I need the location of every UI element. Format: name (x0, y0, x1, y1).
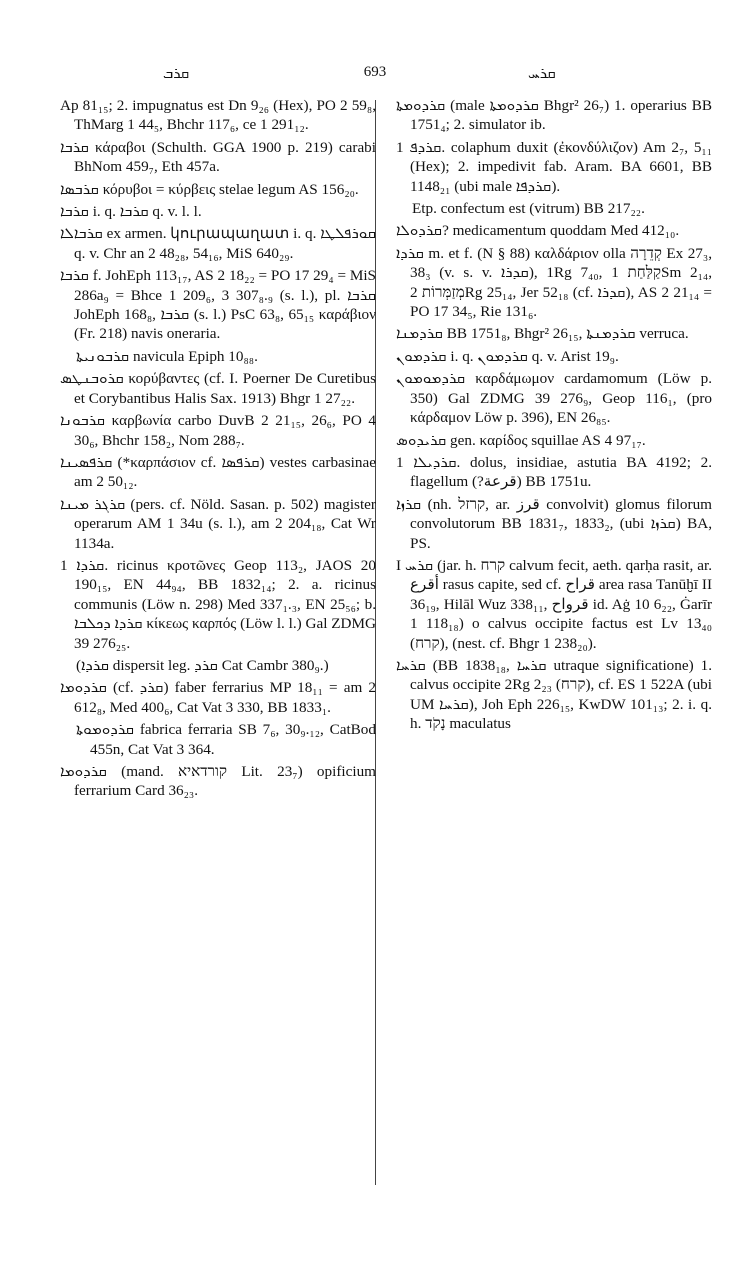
page-number: 693 (363, 64, 387, 80)
entry: ܩܪܕܡܘܡܘܢ καρδάμωμον cardamomum (Löw p. 350) Gal ZDMG 39 276₉, Geop 116₁, (pro κάρδαμον Löw p. 396), EN 26₈₅. (396, 370, 712, 427)
entry: ܩܪܕܘܡܐ (mand. קורדאיא Lit. 23₇) opificium ferrarium Card 36₂₃. (60, 763, 376, 800)
entry: ܩܪܒܣܐ κόρυβοι = κύρβεις stelae legum AS 156₂₀. (60, 180, 359, 198)
entry: ܩܪܕܘܡܐ (cf. ܩܪܕ) faber ferrarius MP 18₁₁ = am 2 612₈, Med 400₆, Cat Vat 3 330, BB 1833₁. (60, 679, 377, 716)
entry: ܩܪܒܐ κάραβοι (Schulth. GGA 1900 p. 219) carabi BhNom 459₇, Eth 457a. (60, 138, 376, 176)
running-header (0, 64, 750, 86)
entry: ܩܪܕܦ 1. colaphum duxit (ἐκονδύλιζον) Am 2₇, 5₁₁ (Hex); 2. impedivit fab. Aram. BA 6601, BB 1148₂₁ (ubi male ܩܪܕܦܐ). (396, 138, 713, 195)
entry: ܩܪܕܘܡܘܬܐ fabrica ferraria SB 7₆, 30₉.₁₂, CatBod 455n, Cat Vat 3 364. (76, 721, 376, 758)
entry: ܩܪܒܐ i. q. ܩܪܒܐ q. v. l. l. (60, 203, 202, 221)
entry: ܩܪܕܝܠܐ 1. dolus, insidiae, astutia BA 4192; 2. flagellum (?قرعة) BB 1751u. (396, 453, 712, 491)
entry: ܩܪܒܘܢܝܬܐ navicula Epiph 10₈₈. (76, 347, 258, 365)
entry: ܩܪܕܘܠܐ? medicamentum quoddam Med 412₁₀. (396, 222, 680, 240)
entry: Etp. confectum est (vitrum) BB 217₂₂. (412, 200, 645, 218)
entry: ܩܪܦܣܝܢܐ (*καρπάσιον cf. ܩܪܦܣܐ) vestes carbasinae am 2 50₁₂. (60, 453, 376, 491)
left-headword: ܩܪܒ (163, 64, 190, 82)
entry: ܩܪܒܘܢܐ καρβωνία carbo DuvB 2 21₁₅, 26₆, PO 4 30₆, Bhchr 158₂, Nom 288₇. (60, 412, 376, 449)
entry: ܩܪܕܐ m. et f. (N § 88) καλδάριον olla קְדֵרָה Ex 27₃, 38₃ (v. s. v. ܩܕܪܐ), 1Rg 7₄₀, קַלַּחַת 1Sm 2₁₄, מְזַמְּרוֹת 2Rg 25₁₄, Jer 52₁₈ (cf. ܩܕܪܐ), AS 2 21₁₄ = PO 17 34₅, Rie 131₆. (396, 244, 712, 321)
entry: ܩܪܕܡܘܢ i. q. ܩܪܕܡܘܢ q. v. Arist 19₉. (396, 347, 619, 365)
right-headword: ܩܪܚ (528, 64, 556, 82)
entry: I ܩܪܚ (jar. h. קרח calvum fecit, aeth. qarḥa rasit, ar. أقرع rasus capite, sed cf. قراح area rasa Tanūḫī II 36₁₉, Hilāl Wuz 338₁₁, قرواح id. Aġ 10 6₂₂, Ġarīr 1 118₁₈) o calvus occipite factus est Lv 13₄₀ (קרח), (nest. cf. Bhgr 1 238₂₀). (396, 556, 712, 652)
entry: ܩܪܕܐ 1. ricinus κροτῶνες Geop 113₂, JAOS 20 190₁₅, EN 44₉₄, BB 1832₁₄; 2. a. ricinus communis (Löw n. 298) Med 337₁.₃, EN 25₅₆; b. ܩܪܕܐ ܕܟܠܒܐ κίκεως καρπός (Löw l. l.) Gal ZDMG 39 276₂₅. (60, 556, 376, 652)
entry: ܩܪܚܐ (BB 1838₁₈, ܩܪܚܐ utraque significatione) 1. calvus occipite 2Rg 2₂₃ (קרח), cf. ES 1 522A (ubi UM ܩܪܚܐ), Joh Eph 226₁₅, KwDW 101₁₃; 2. i. q. h. נָקֹד maculatus (396, 656, 712, 733)
entry: ܩܪܙܐ (nh. קרזל, ar. قرز convolvit) glomus filorum convolutorum BB 1831₇, 1833₂, (ubi ܩܪܙܐ) BA, PS. (396, 495, 712, 552)
entry: (ܩܪܕܐ dispersit leg. ܩܪܕ Cat Cambr 380₉.) (76, 656, 329, 674)
entry: ܩܪܓܪ ܡܝܢܐ (pers. cf. Nöld. Sasan. p. 502) magister operarum AM 1 34u (s. l.), am 2 204₁₈, Cat Wr 1134a. (60, 495, 376, 552)
entry: ܩܪܕܡܢܐ BB 1751₈, Bhgr² 26₁₅, ܩܪܕܡܢܬܐ verruca. (396, 325, 689, 343)
entry: ܩܪܕܘܡܬܐ (male ܩܪܕܘܡܬܐ Bhgr² 26₇) 1. operarius BB 1751₄; 2. simulator ib. (396, 97, 712, 134)
left-column (60, 96, 376, 804)
entry: ܩܪܒܐ f. JohEph 113₁₇, AS 2 18₂₂ = PO 17 29₄ = MiS 286a₉ = Bhce 1 209₆, 3 307₈.₉ (s. l.), pl. ܩܪܒܐ JohEph 168₈, ܩܪܒܐ (s. l.) PsC 63₈, 65₁₅ καράβιον (Fr. 218) navis oneraria. (60, 267, 377, 343)
entry: Ap 81₁₅; 2. impugnatus est Dn 9₂₆ (Hex), PO 2 59₈, ThMarg 1 44₅, Bhchr 117₆, ce 1 291₁₂. (60, 97, 376, 134)
entry: ܩܪܝܕܘܣ gen. καρίδος squillae AS 4 97₁₇. (396, 431, 646, 449)
right-column (396, 96, 712, 737)
entry: ܩܪܒܐܠܐ ex armen. կուրապաղատ i. q. ܩܘܪܦܠܛܐ q. v. Chr an 2 48₂₈, 54₁₆, MiS 640₂₉. (60, 225, 376, 262)
entry: ܩܪܘܒܢܛܣ κορύβαντες (cf. I. Poerner De Curetibus et Corybantibus Halis Sax. 1913) Bhgr 1 27₂₂. (60, 370, 376, 407)
